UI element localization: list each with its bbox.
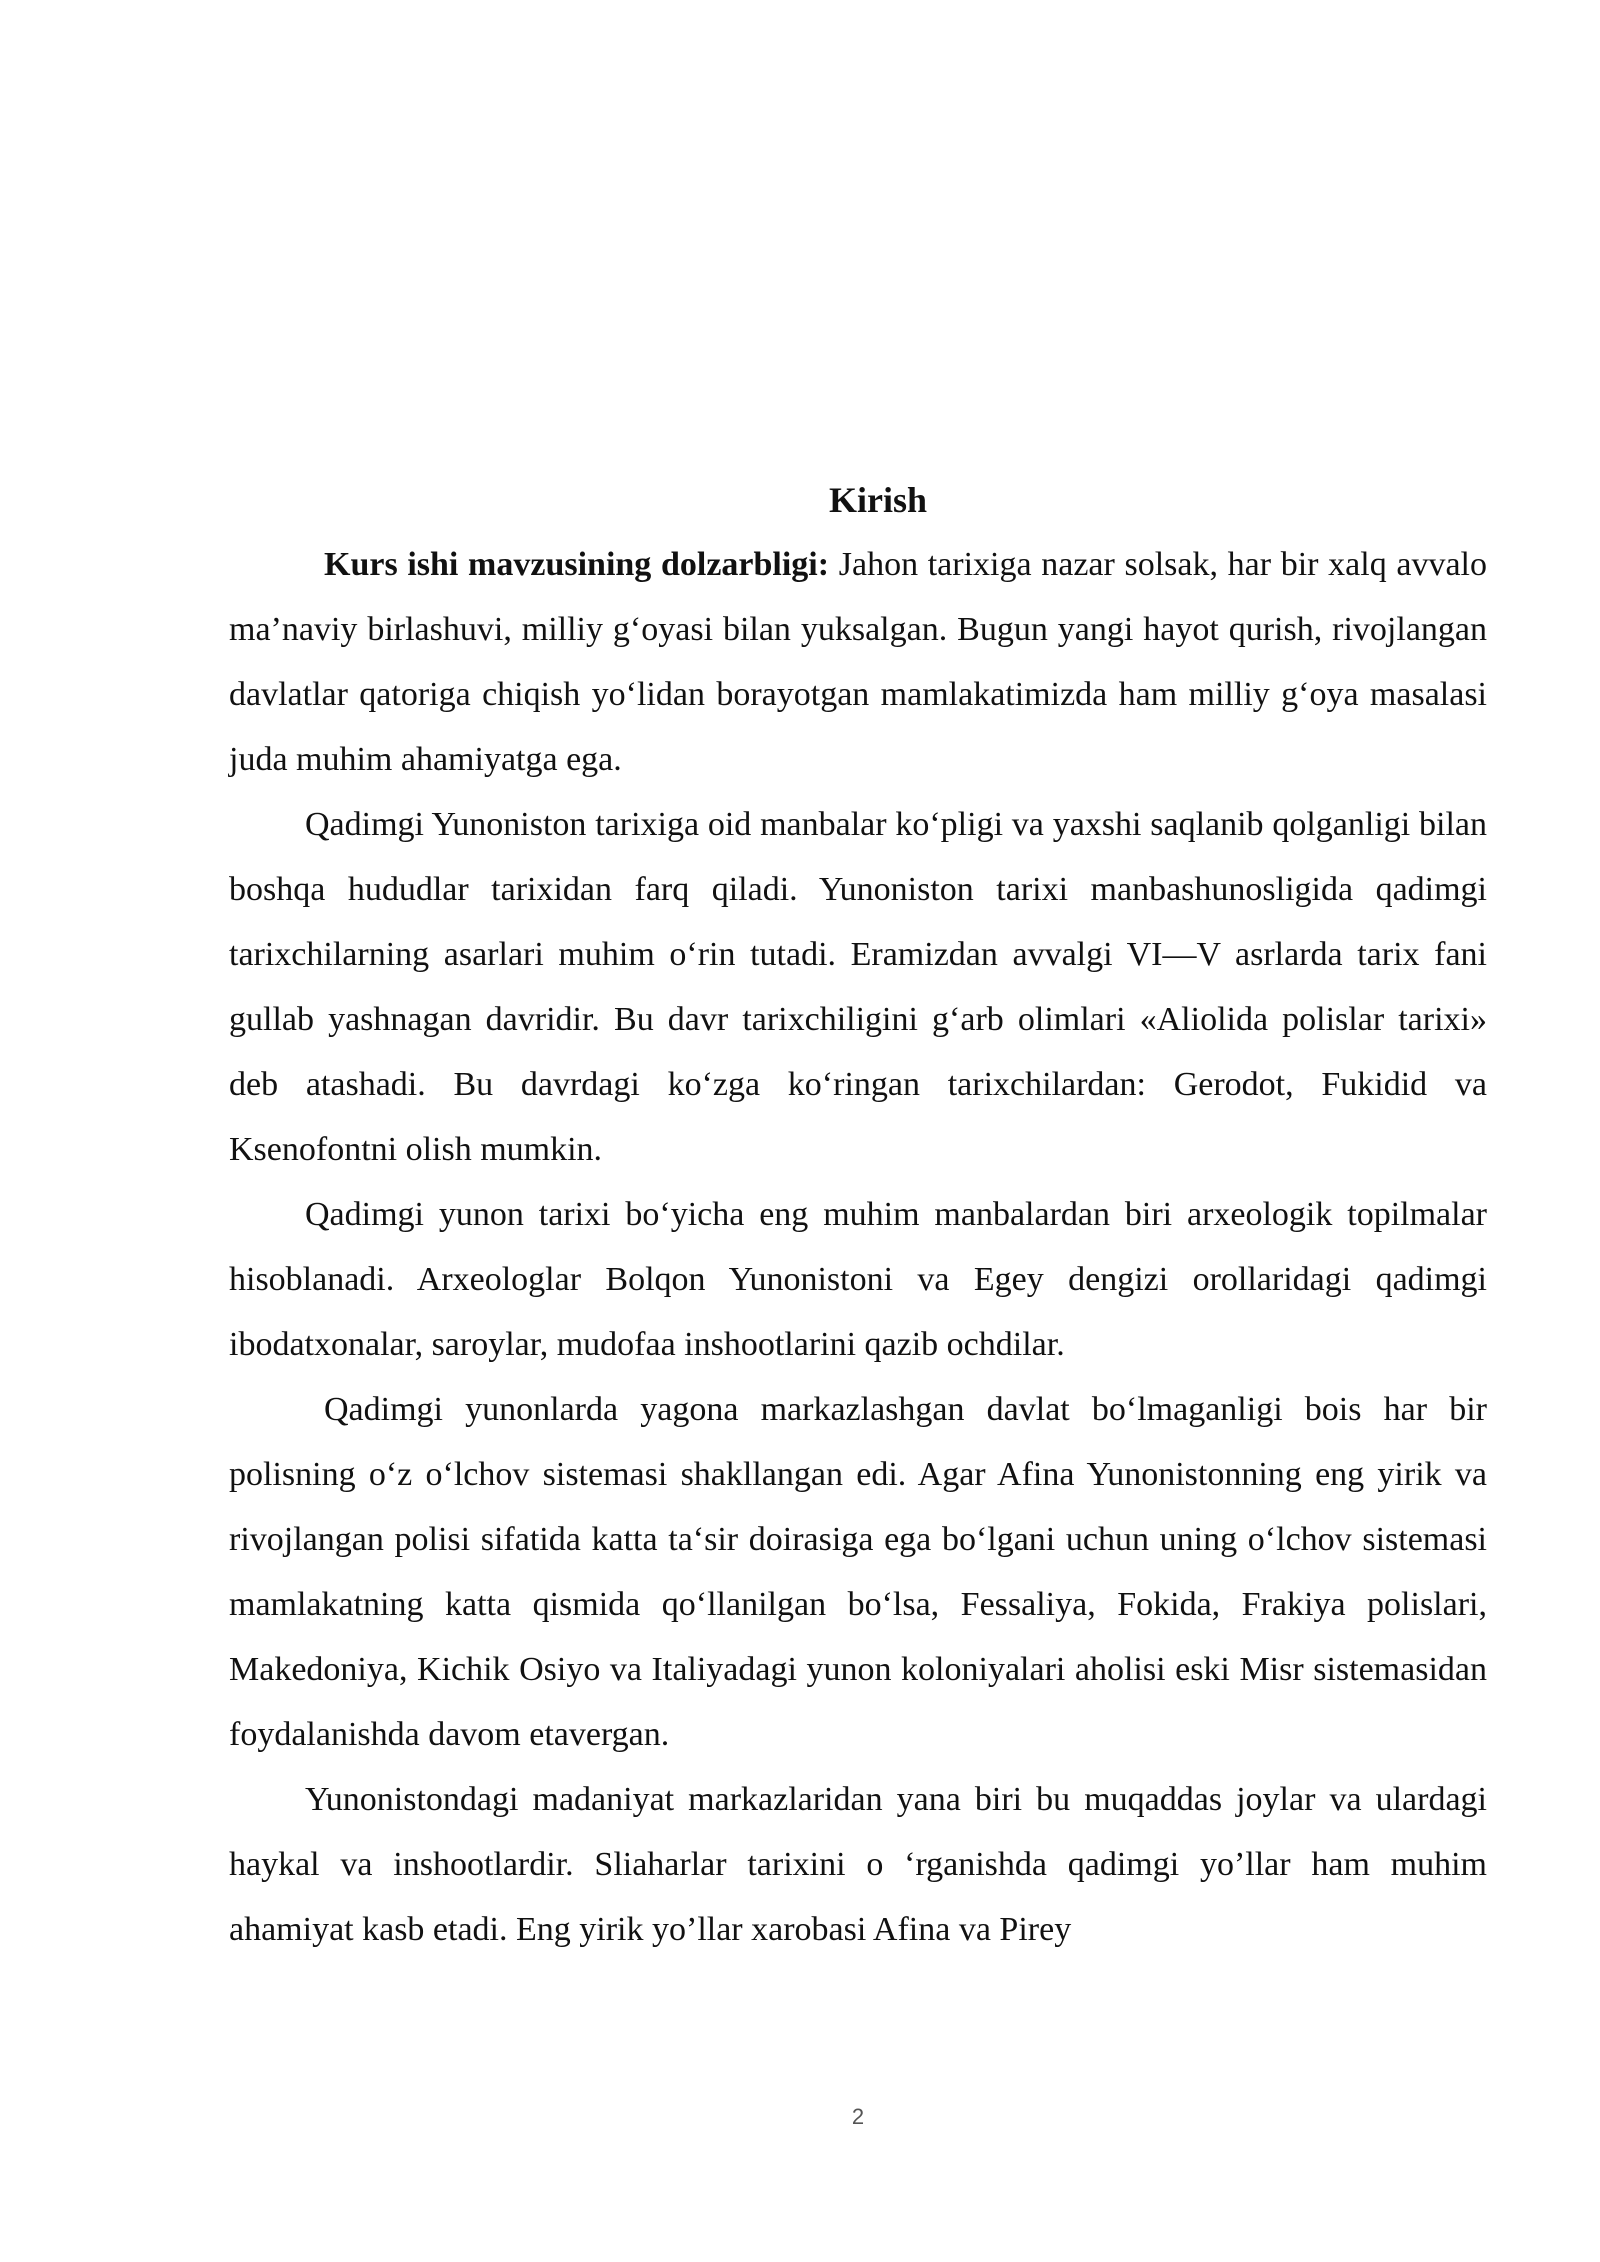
- section-heading: Kirish: [828, 480, 927, 520]
- paragraph-text: Yunonistondagi madaniyat markazlaridan yana biri bu muqaddas joylar va ulardagi haykal va inshootlardir. Sliaharlar tarixini o ‘rganishda qadimgi yo’llar ham muhim ahamiyat kasb etadi. Eng yirik yo’llar xarobasi Afina va Pirey: [229, 1781, 1487, 1948]
- paragraph-archaeology: [229, 1182, 1487, 1377]
- paragraph-cultural-centers: [229, 1767, 1487, 1962]
- paragraph-sources: [229, 792, 1487, 1182]
- paragraph-text: Qadimgi yunonlarda yagona markazlashgan davlat bo‘lmaganligi bois har bir polisning o‘z o‘lchov sistemasi shakllangan edi. Agar Afina Yunonistonning eng yirik va rivojlangan polisi sifatida katta ta‘sir doirasiga ega bo‘lgani uchun uning o‘lchov sistemasi mamlakatning katta qismida qo‘llanilgan bo‘lsa, Fessaliya, Fokida, Frakiya polislari, Makedoniya, Kichik Osiyo va Italiyadagi yunon koloniyalari aholisi eski Misr sistemasidan foydalanishda davom etavergan.: [229, 1391, 1487, 1753]
- paragraph-text: Jahon tarixiga nazar solsak, har bir xalq avvalo ma’naviy birlashuvi, milliy g‘oyasi bilan yuksalgan. Bugun yangi hayot qurish, rivojlangan davlatlar qatoriga chiqish yo‘lidan borayotgan mamlakatimizda ham milliy g‘oya masalasi juda muhim ahamiyatga ega.: [229, 546, 1487, 778]
- paragraph-lead-label: Kurs ishi mavzusining dolzarbligi:: [324, 546, 830, 583]
- page-number: 2: [851, 2104, 865, 2129]
- paragraph-relevance: [229, 532, 1487, 792]
- paragraph-text: Qadimgi Yunoniston tarixiga oid manbalar ko‘pligi va yaxshi saqlanib qolganligi bilan boshqa hududlar tarixidan farq qiladi. Yunoniston tarixi manbashunosligida qadimgi tarixchilarning asarlari muhim o‘rin tutadi. Eramizdan avvalgi VI—V asrlarda tarix fani gullab yashnagan davridir. Bu davr tarixchiligini g‘arb olimlari «Aliolida polislar tarixi» deb atashadi. Bu davrdagi ko‘zga ko‘ringan tarixchilardan: Gerodot, Fukidid va Ksenofontni olish mumkin.: [229, 806, 1487, 1168]
- document-body: [229, 468, 1487, 1962]
- paragraph-measurement-systems: [229, 1377, 1487, 1767]
- paragraph-text: Qadimgi yunon tarixi bo‘yicha eng muhim manbalardan biri arxeologik topilmalar hisoblanadi. Arxeologlar Bolqon Yunonistoni va Egey dengizi orollaridagi qadimgi ibodatxonalar, saroylar, mudofaa inshootlarini qazib ochdilar.: [229, 1196, 1487, 1363]
